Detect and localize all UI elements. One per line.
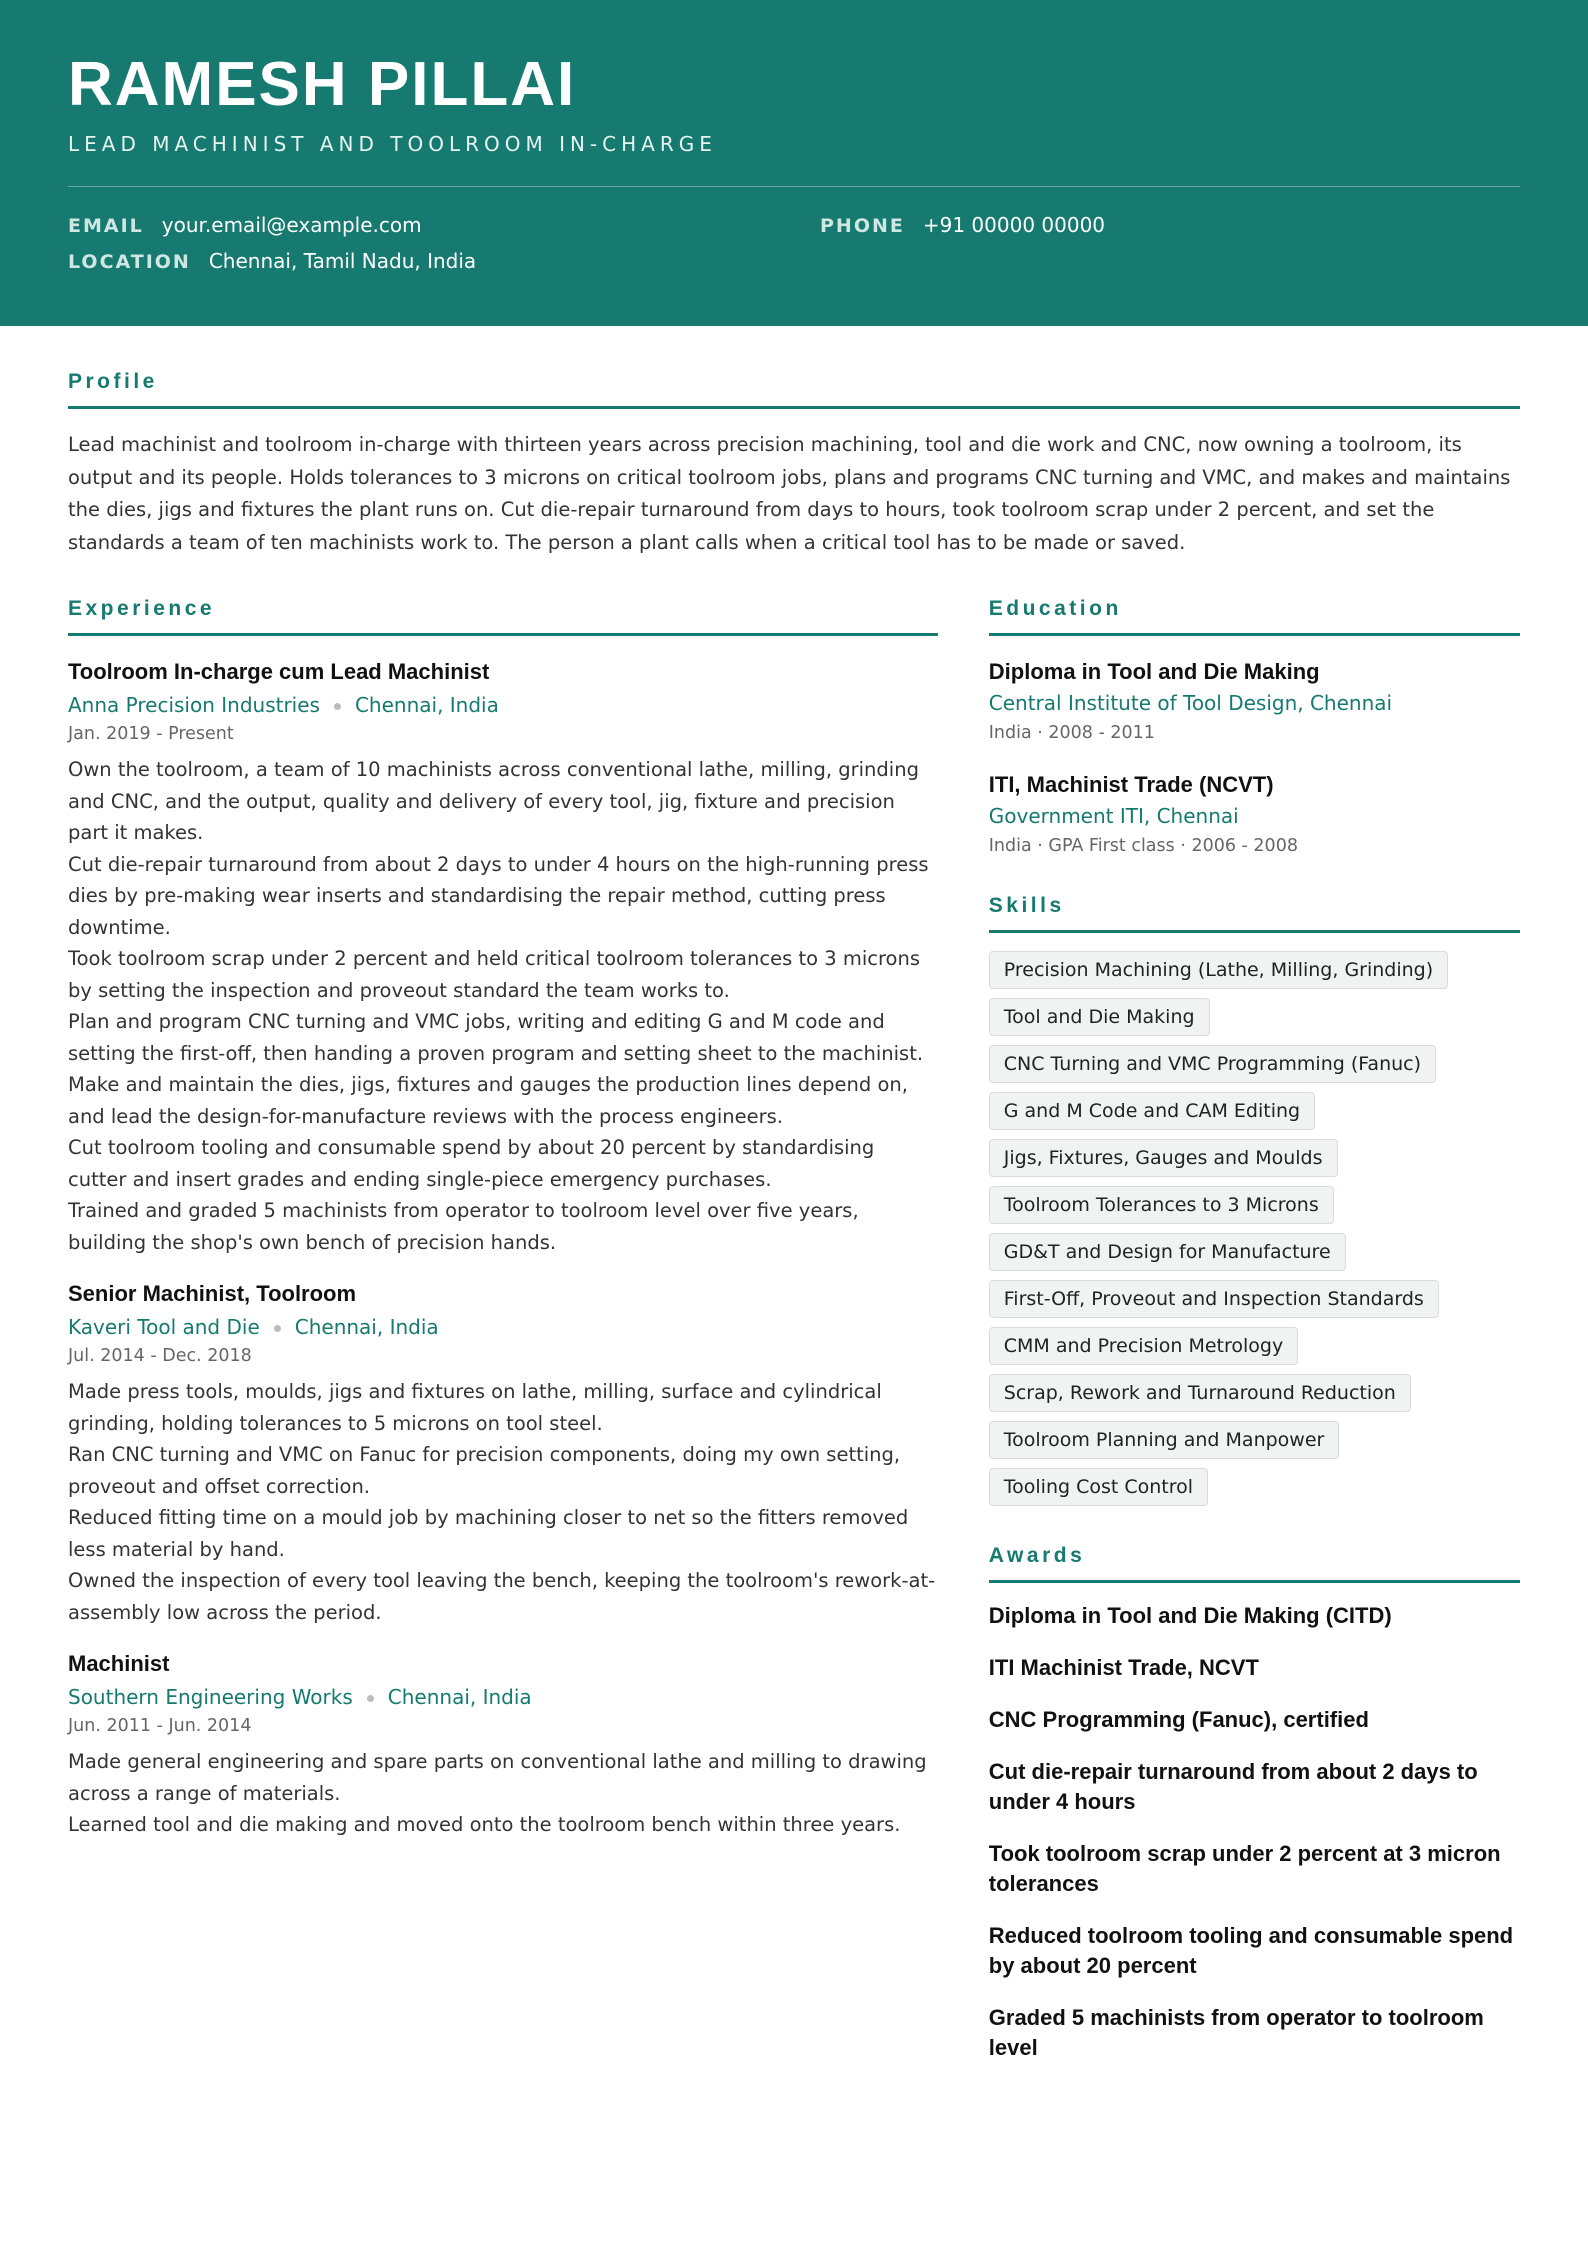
skill-chip: Toolroom Planning and Manpower	[989, 1421, 1340, 1459]
section-heading-skills: Skills	[989, 894, 1520, 933]
contact-email	[68, 213, 820, 237]
job-location: Chennai, India	[294, 1315, 439, 1339]
job-location: Chennai, India	[354, 693, 499, 717]
contact-label: LOCATION	[68, 251, 191, 273]
job-entry	[68, 658, 938, 1258]
job-entry	[68, 1280, 938, 1628]
contact-info	[68, 213, 1520, 273]
contact-phone	[820, 213, 1520, 237]
skills-list	[989, 951, 1520, 1506]
job-title: Senior Machinist, Toolroom	[68, 1281, 357, 1306]
awards-list	[989, 1601, 1520, 2063]
section-heading-education: Education	[989, 597, 1520, 636]
skill-chip: CMM and Precision Metrology	[989, 1327, 1298, 1365]
job-bullet: Ran CNC turning and VMC on Fanuc for precision components, doing my own setting, proveout and offset correction.	[68, 1443, 901, 1498]
education-meta: India · 2008 - 2011	[988, 723, 1155, 743]
job-bullet: Cut die-repair turnaround from about 2 days to under 4 hours on the high-running press dies by pre-making wear inserts and standardising the repair method, cutting press downtime.	[68, 852, 929, 939]
job-title: Toolroom In-charge cum Lead Machinist	[68, 659, 490, 684]
contact-label: PHONE	[820, 215, 905, 237]
two-column-layout	[68, 597, 1520, 2085]
job-bullet: Learned tool and die making and moved onto the toolroom bench within three years.	[68, 1813, 901, 1836]
separator-dot	[274, 1325, 281, 1332]
separator-dot	[367, 1695, 374, 1702]
job-bullet: Reduced fitting time on a mould job by machining closer to net so the fitters removed less material by hand.	[68, 1506, 909, 1561]
section-heading-awards: Awards	[989, 1544, 1520, 1583]
award-item: Cut die-repair turnaround from about 2 days to under 4 hours	[988, 1759, 1478, 1814]
job-org	[68, 1314, 938, 1340]
job-dates: Jun. 2011 - Jun. 2014	[68, 1716, 252, 1736]
job-bullets	[68, 754, 938, 1258]
award-item: Took toolroom scrap under 2 percent at 3 micron tolerances	[988, 1841, 1501, 1896]
profile-summary: Lead machinist and toolroom in-charge with thirteen years across precision machining, tool and die work and CNC, now owning a toolroom, its output and its people. Holds tolerances to 3 microns on critical toolroom jobs, plans and programs CNC turning and VMC, and makes and maintains the dies, jigs and fixtures the plant runs on. Cut die-repair turnaround from days to hours, took toolroom scrap under 2 percent, and set the standards a team of ten machinists work to. The person a plant calls when a critical tool has to be made or saved.	[68, 433, 1511, 554]
skill-chip: Scrap, Rework and Turnaround Reduction	[989, 1374, 1411, 1412]
left-column	[68, 597, 938, 2085]
education-meta: India · GPA First class · 2006 - 2008	[988, 836, 1298, 856]
job-bullet: Cut toolroom tooling and consumable spend by about 20 percent by standardising cutter and insert grades and ending single-piece emergency purchases.	[68, 1136, 875, 1191]
job-bullet: Make and maintain the dies, jigs, fixtures and gauges the production lines depend on, and lead the design-for-manufacture reviews with the process engineers.	[68, 1073, 908, 1128]
skill-chip: G and M Code and CAM Editing	[989, 1092, 1315, 1130]
degree-title: Diploma in Tool and Die Making	[988, 659, 1320, 684]
job-bullet: Own the toolroom, a team of 10 machinists across conventional lathe, milling, grinding and CNC, and the output, quality and delivery of every tool, jig, fixture and precision part it makes.	[68, 758, 919, 844]
job-location: Chennai, India	[387, 1685, 532, 1709]
company-name: Kaveri Tool and Die	[68, 1315, 260, 1339]
job-bullets	[68, 1376, 938, 1628]
school-name: Government ITI, Chennai	[988, 804, 1239, 828]
job-bullet: Owned the inspection of every tool leaving the bench, keeping the toolroom's rework-at-assembly low across the period.	[68, 1569, 936, 1624]
job-org	[68, 692, 938, 718]
location-value: Chennai, Tamil Nadu, India	[208, 249, 477, 273]
job-bullet: Plan and program CNC turning and VMC jobs, writing and editing G and M code and setting the first-off, then handing a proven program and setting sheet to the machinist.	[68, 1010, 924, 1065]
candidate-name: RAMESH PILLAI	[68, 50, 577, 119]
education-entry	[989, 771, 1520, 856]
job-org	[68, 1684, 938, 1710]
job-bullets	[68, 1746, 938, 1841]
skill-chip: GD&T and Design for Manufacture	[989, 1233, 1346, 1271]
right-column	[989, 597, 1520, 2085]
candidate-title: LEAD MACHINIST AND TOOLROOM IN-CHARGE	[68, 132, 717, 156]
header-divider	[68, 186, 1520, 187]
company-name: Anna Precision Industries	[68, 693, 320, 717]
skill-chip: CNC Turning and VMC Programming (Fanuc)	[989, 1045, 1436, 1083]
award-item: Reduced toolroom tooling and consumable spend by about 20 percent	[988, 1923, 1514, 1978]
resume-body	[0, 326, 1588, 2085]
company-name: Southern Engineering Works	[68, 1685, 353, 1709]
skill-chip: Tool and Die Making	[989, 998, 1210, 1036]
job-dates: Jan. 2019 - Present	[68, 724, 234, 744]
job-bullet: Made press tools, moulds, jigs and fixtures on lathe, milling, surface and cylindrical grinding, holding tolerances to 5 microns on tool steel.	[68, 1380, 882, 1435]
job-bullet: Took toolroom scrap under 2 percent and held critical toolroom tolerances to 3 microns by setting the inspection and proveout standard the team works to.	[68, 947, 920, 1002]
contact-location	[68, 249, 820, 273]
award-item: ITI Machinist Trade, NCVT	[988, 1655, 1259, 1680]
school-name: Central Institute of Tool Design, Chennai	[988, 691, 1393, 715]
email-value[interactable]: your.email@example.com	[161, 213, 422, 237]
award-item: Graded 5 machinists from operator to toolroom level	[988, 2005, 1484, 2060]
job-title: Machinist	[68, 1651, 170, 1676]
skill-chip: Jigs, Fixtures, Gauges and Moulds	[989, 1139, 1338, 1177]
skill-chip: Toolroom Tolerances to 3 Microns	[989, 1186, 1334, 1224]
education-entry	[989, 658, 1520, 743]
job-entry	[68, 1650, 938, 1841]
skill-chip: Tooling Cost Control	[989, 1468, 1208, 1506]
section-heading-experience: Experience	[68, 597, 938, 636]
degree-title: ITI, Machinist Trade (NCVT)	[988, 772, 1274, 797]
job-dates: Jul. 2014 - Dec. 2018	[68, 1346, 252, 1366]
section-heading-profile: Profile	[68, 370, 1520, 409]
skill-chip: Precision Machining (Lathe, Milling, Grinding)	[989, 951, 1448, 989]
contact-label: EMAIL	[68, 215, 144, 237]
skill-chip: First-Off, Proveout and Inspection Standards	[989, 1280, 1439, 1318]
award-item: CNC Programming (Fanuc), certified	[988, 1707, 1369, 1732]
job-bullet: Made general engineering and spare parts on conventional lathe and milling to drawing across a range of materials.	[68, 1750, 927, 1805]
separator-dot	[334, 703, 341, 710]
resume-header	[0, 0, 1588, 326]
award-item: Diploma in Tool and Die Making (CITD)	[988, 1603, 1392, 1628]
job-bullet: Trained and graded 5 machinists from operator to toolroom level over five years, building the shop's own bench of precision hands.	[68, 1199, 859, 1254]
phone-value[interactable]: +91 00000 00000	[922, 213, 1106, 237]
